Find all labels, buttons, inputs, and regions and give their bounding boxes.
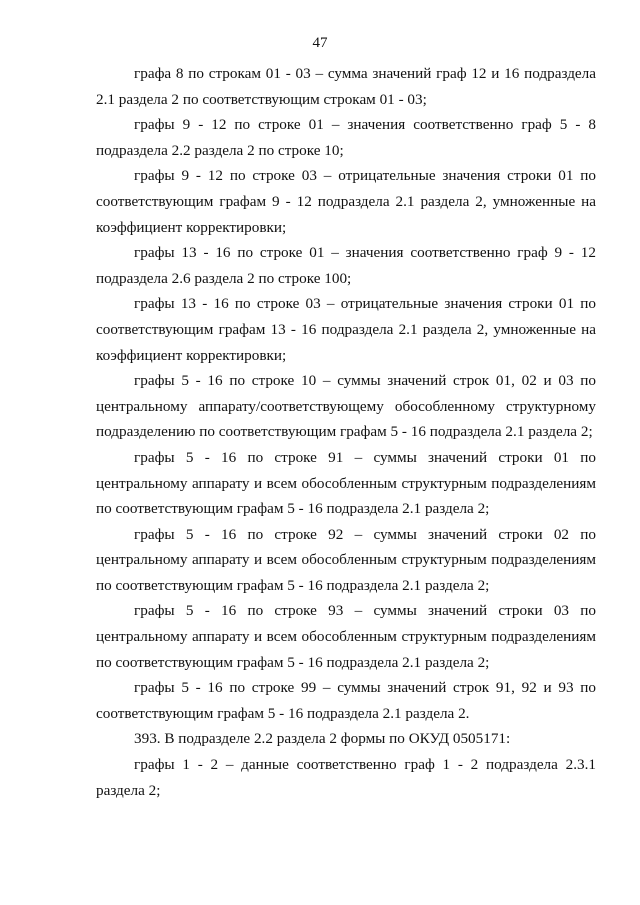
paragraph-grafy-5-16-row-91: графы 5 - 16 по строке 91 – суммы значений строки 01 по центральному аппарату и всем обособленным структурным подразделениям по соответствующим графам 5 - 16 подраздела 2.1 раздела 2; [96,448,596,518]
document-body [96,61,596,803]
paragraph-grafy-9-12-row-01: графы 9 - 12 по строке 01 – значения соответственно граф 5 - 8 подраздела 2.2 раздела 2 по строке 10; [96,116,596,159]
paragraph-grafy-5-16-row-92: графы 5 - 16 по строке 92 – суммы значений строки 02 по центральному аппарату и всем обособленным структурным подразделениям по соответствующим графам 5 - 16 подраздела 2.1 раздела 2; [96,525,596,594]
paragraph-grafy-5-16-row-10: графы 5 - 16 по строке 10 – суммы значений строк 01, 02 и 03 по центральному аппарату/соответствующему обособленному структурному подразделению по соответствующим графам 5 - 16 подраздела 2.1 раздела 2; [96,372,596,441]
paragraph-grafy-5-16-row-99: графы 5 - 16 по строке 99 – суммы значений строк 91, 92 и 93 по соответствующим графам 5 - 16 подраздела 2.1 раздела 2. [96,679,596,722]
paragraph-grafy-13-16-row-03: графы 13 - 16 по строке 03 – отрицательные значения строки 01 по соответствующим графам 13 - 16 подраздела 2.1 раздела 2, умноженные на коэффициент корректировки; [96,295,596,364]
paragraph-grafy-5-16-row-93: графы 5 - 16 по строке 93 – суммы значений строки 03 по центральному аппарату и всем обособленным структурным подразделениям по соответствующим графам 5 - 16 подраздела 2.1 раздела 2; [96,602,596,671]
paragraph-grafy-13-16-row-01: графы 13 - 16 по строке 01 – значения соответственно граф 9 - 12 подраздела 2.6 раздела 2 по строке 100; [96,244,596,287]
paragraph-grafy-1-2: графы 1 - 2 – данные соответственно граф 1 - 2 подраздела 2.3.1 раздела 2; [96,756,596,799]
paragraph-grafa-8: графа 8 по строкам 01 - 03 – сумма значений граф 12 и 16 подраздела 2.1 раздела 2 по соответствующим строкам 01 - 03; [96,65,596,108]
page-number: 47 [312,35,328,51]
paragraph-item-393: 393. В подразделе 2.2 раздела 2 формы по ОКУД 0505171: [134,730,511,748]
paragraph-grafy-9-12-row-03: графы 9 - 12 по строке 03 – отрицательные значения строки 01 по соответствующим графам 9 - 12 подраздела 2.1 раздела 2, умноженные на коэффициент корректировки; [96,167,596,236]
